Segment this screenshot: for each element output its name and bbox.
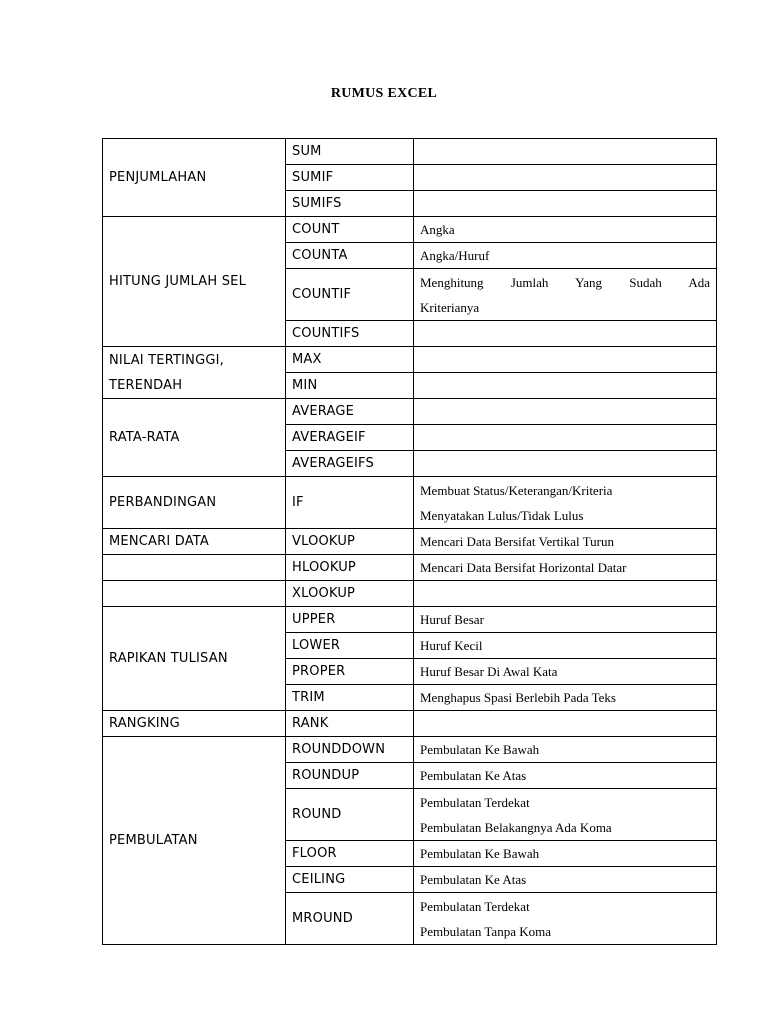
function-averageifs: AVERAGEIFS [286,451,414,477]
table-row [103,581,717,607]
function-xlookup: XLOOKUP [286,581,414,607]
document-title: RUMUS EXCEL [330,86,438,101]
description-if [414,477,717,529]
category-perbandingan: PERBANDINGAN [103,477,286,529]
description-round [414,789,717,841]
category-penjumlahan: PENJUMLAHAN [103,139,286,217]
formula-table [102,138,717,945]
description-roundup: Pembulatan Ke Atas [414,763,717,789]
function-rounddown: ROUNDDOWN [286,737,414,763]
description-vlookup: Mencari Data Bersifat Vertikal Turun [414,529,717,555]
description-count: Angka [414,217,717,243]
description-upper: Huruf Besar [414,607,717,633]
description-round-line2: Pembulatan Belakangnya Ada Koma [420,819,612,835]
description-if-line2: Menyatakan Lulus/Tidak Lulus [420,507,584,523]
table-row [103,711,717,737]
function-upper: UPPER [286,607,414,633]
description-xlookup [414,581,717,607]
category-mencari-data: MENCARI DATA [103,529,286,555]
function-floor: FLOOR [286,841,414,867]
description-max [414,347,717,373]
category-nilai-tertinggi-terendah [103,347,286,399]
category-rangking: RANGKING [103,711,286,737]
function-rank: RANK [286,711,414,737]
function-max: MAX [286,347,414,373]
category-rapikan-tulisan: RAPIKAN TULISAN [103,607,286,711]
table-row [103,347,717,373]
function-average: AVERAGE [286,399,414,425]
function-count: COUNT [286,217,414,243]
description-sumifs [414,191,717,217]
function-averageif: AVERAGEIF [286,425,414,451]
description-averageifs [414,451,717,477]
function-ceiling: CEILING [286,867,414,893]
description-hlookup: Mencari Data Bersifat Horizontal Datar [414,555,717,581]
category-hitung-jumlah-sel: HITUNG JUMLAH SEL [103,217,286,347]
description-ceiling: Pembulatan Ke Atas [414,867,717,893]
description-rank [414,711,717,737]
description-lower: Huruf Kecil [414,633,717,659]
function-vlookup: VLOOKUP [286,529,414,555]
description-if-line1: Membuat Status/Keterangan/Kriteria [420,482,613,498]
function-lower: LOWER [286,633,414,659]
description-sum [414,139,717,165]
category-empty [103,555,286,581]
description-counta: Angka/Huruf [414,243,717,269]
function-counta: COUNTA [286,243,414,269]
table-row [103,217,717,243]
table-row [103,607,717,633]
description-averageif [414,425,717,451]
function-proper: PROPER [286,659,414,685]
description-trim: Menghapus Spasi Berlebih Pada Teks [414,685,717,711]
description-rounddown: Pembulatan Ke Bawah [414,737,717,763]
description-mround [414,893,717,945]
description-countifs [414,321,717,347]
description-floor: Pembulatan Ke Bawah [414,841,717,867]
description-average [414,399,717,425]
function-roundup: ROUNDUP [286,763,414,789]
table-row [103,477,717,529]
function-trim: TRIM [286,685,414,711]
description-countif-line2: Kriterianya [420,299,480,315]
function-mround: MROUND [286,893,414,945]
table-row [103,529,717,555]
table-row [103,737,717,763]
category-pembulatan: PEMBULATAN [103,737,286,945]
description-countif [414,269,717,321]
category-empty [103,581,286,607]
function-countif: COUNTIF [286,269,414,321]
table-row [103,139,717,165]
description-sumif [414,165,717,191]
function-hlookup: HLOOKUP [286,555,414,581]
category-rata-rata: RATA-RATA [103,399,286,477]
function-sum: SUM [286,139,414,165]
category-nilai-line1: NILAI TERTINGGI, [109,352,225,368]
function-sumifs: SUMIFS [286,191,414,217]
description-min [414,373,717,399]
category-nilai-line2: TERENDAH [109,377,183,393]
function-sumif: SUMIF [286,165,414,191]
description-mround-line1: Pembulatan Terdekat [420,898,530,914]
function-min: MIN [286,373,414,399]
table-row [103,555,717,581]
table-row [103,399,717,425]
description-mround-line2: Pembulatan Tanpa Koma [420,923,551,939]
description-round-line1: Pembulatan Terdekat [420,794,530,810]
description-proper: Huruf Besar Di Awal Kata [414,659,717,685]
function-round: ROUND [286,789,414,841]
description-countif-line1: Menghitung Jumlah Yang Sudah Ada [420,274,710,290]
function-if: IF [286,477,414,529]
function-countifs: COUNTIFS [286,321,414,347]
